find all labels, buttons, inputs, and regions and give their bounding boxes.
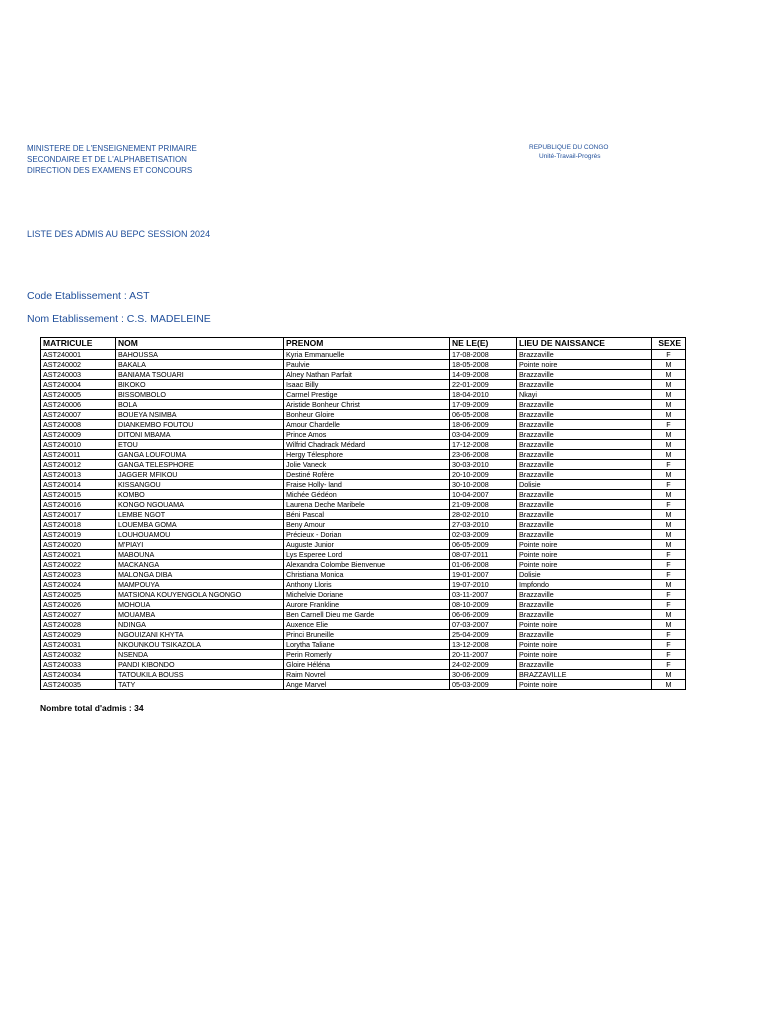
cell-nom: KONGO NGOUAMA [116,500,284,510]
cell-nom: MOHOUA [116,600,284,610]
cell-matricule: AST240027 [41,610,116,620]
list-title: LISTE DES ADMIS AU BEPC SESSION 2024 [27,229,211,239]
cell-matricule: AST240023 [41,570,116,580]
cell-nom: MAMPOUYA [116,580,284,590]
cell-matricule: AST240009 [41,430,116,440]
country-name: REPUBLIQUE DU CONGO [529,144,609,151]
cell-lieu-naissance: Pointe noire [517,360,652,370]
cell-sexe: M [652,610,686,620]
cell-date-naissance: 03-11-2007 [450,590,517,600]
cell-matricule: AST240001 [41,350,116,360]
cell-matricule: AST240020 [41,540,116,550]
cell-sexe: M [652,470,686,480]
cell-date-naissance: 28-02-2010 [450,510,517,520]
cell-lieu-naissance: Brazzaville [517,470,652,480]
ministry-header [27,144,197,177]
cell-matricule: AST240007 [41,410,116,420]
cell-sexe: F [652,560,686,570]
cell-date-naissance: 18-05-2008 [450,360,517,370]
table-row [41,590,686,600]
cell-date-naissance: 17-08-2008 [450,350,517,360]
cell-prenom: Ben Carnell Dieu me Garde [284,610,450,620]
code-etablissement: Code Etablissement : AST [27,290,150,302]
cell-date-naissance: 30-03-2010 [450,460,517,470]
cell-sexe: M [652,400,686,410]
cell-date-naissance: 08-07-2011 [450,550,517,560]
cell-prenom: Gloire Héléna [284,660,450,670]
cell-matricule: AST240013 [41,470,116,480]
table-row [41,550,686,560]
cell-nom: BISSOMBOLO [116,390,284,400]
cell-date-naissance: 19-07-2010 [450,580,517,590]
cell-lieu-naissance: Brazzaville [517,410,652,420]
cell-lieu-naissance: Pointe noire [517,560,652,570]
cell-lieu-naissance: Brazzaville [517,420,652,430]
cell-matricule: AST240006 [41,400,116,410]
direction-line: DIRECTION DES EXAMENS ET CONCOURS [27,166,193,175]
cell-nom: KOMBO [116,490,284,500]
cell-matricule: AST240029 [41,630,116,640]
cell-lieu-naissance: Brazzaville [517,660,652,670]
cell-sexe: M [652,410,686,420]
cell-sexe: F [652,420,686,430]
cell-lieu-naissance: Brazzaville [517,350,652,360]
cell-matricule: AST240014 [41,480,116,490]
cell-lieu-naissance: Pointe noire [517,550,652,560]
table-row [41,520,686,530]
cell-sexe: M [652,530,686,540]
cell-prenom: Alney Nathan Parfait [284,370,450,380]
cell-nom: MACKANGA [116,560,284,570]
cell-matricule: AST240033 [41,660,116,670]
cell-lieu-naissance: Brazzaville [517,520,652,530]
cell-nom: NGOUIZANI KHYTA [116,630,284,640]
cell-prenom: Beny Amour [284,520,450,530]
cell-lieu-naissance: Pointe noire [517,640,652,650]
cell-matricule: AST240019 [41,530,116,540]
cell-sexe: F [652,570,686,580]
header-sexe: SEXE [652,338,686,350]
cell-date-naissance: 08-10-2009 [450,600,517,610]
cell-matricule: AST240008 [41,420,116,430]
cell-sexe: F [652,350,686,360]
admis-table-wrapper [40,337,686,690]
cell-sexe: M [652,370,686,380]
cell-sexe: M [652,580,686,590]
cell-nom: JAGGER MFIKOU [116,470,284,480]
table-header-row [41,338,686,350]
cell-sexe: M [652,380,686,390]
cell-nom: NSENDA [116,650,284,660]
header-matricule: MATRICULE [41,338,116,350]
cell-date-naissance: 24-02-2009 [450,660,517,670]
cell-lieu-naissance: Brazzaville [517,440,652,450]
cell-lieu-naissance: Brazzaville [517,610,652,620]
cell-prenom: Auguste Junior [284,540,450,550]
cell-prenom: Lorytha Taliane [284,640,450,650]
cell-prenom: Précieux - Dorian [284,530,450,540]
cell-lieu-naissance: Brazzaville [517,500,652,510]
header-prenom: PRENOM [284,338,450,350]
cell-lieu-naissance: Brazzaville [517,630,652,640]
cell-date-naissance: 17-09-2009 [450,400,517,410]
table-row [41,610,686,620]
cell-prenom: Aurore Frankline [284,600,450,610]
table-row [41,400,686,410]
cell-sexe: F [652,500,686,510]
table-row [41,440,686,450]
table-row [41,410,686,420]
cell-matricule: AST240025 [41,590,116,600]
cell-date-naissance: 30-10-2008 [450,480,517,490]
cell-date-naissance: 03-04-2009 [450,430,517,440]
cell-matricule: AST240031 [41,640,116,650]
cell-sexe: F [652,640,686,650]
cell-sexe: M [652,680,686,690]
table-row [41,530,686,540]
republic-header [529,143,608,161]
cell-prenom: Lys Esperee Lord [284,550,450,560]
cell-date-naissance: 06-05-2008 [450,410,517,420]
cell-prenom: Michée Gédéon [284,490,450,500]
total-admis: Nombre total d'admis : 34 [40,703,144,713]
cell-lieu-naissance: Brazzaville [517,370,652,380]
table-row [41,360,686,370]
cell-prenom: Paulvie [284,360,450,370]
cell-prenom: Laurena Deche Maribele [284,500,450,510]
cell-matricule: AST240002 [41,360,116,370]
cell-date-naissance: 25-04-2009 [450,630,517,640]
cell-date-naissance: 14-09-2008 [450,370,517,380]
cell-matricule: AST240017 [41,510,116,520]
cell-sexe: F [652,660,686,670]
table-row [41,450,686,460]
cell-prenom: Anthony Lloris [284,580,450,590]
cell-lieu-naissance: BRAZZAVILLE [517,670,652,680]
cell-prenom: Amour Chardelle [284,420,450,430]
admis-table [40,337,686,690]
cell-lieu-naissance: Pointe noire [517,650,652,660]
cell-sexe: M [652,670,686,680]
cell-date-naissance: 05-03-2009 [450,680,517,690]
table-row [41,350,686,360]
cell-nom: ETOU [116,440,284,450]
cell-nom: GANGA TELESPHORE [116,460,284,470]
cell-lieu-naissance: Brazzaville [517,510,652,520]
cell-sexe: M [652,360,686,370]
table-row [41,660,686,670]
cell-matricule: AST240032 [41,650,116,660]
table-row [41,640,686,650]
table-row [41,540,686,550]
cell-date-naissance: 02-03-2009 [450,530,517,540]
table-row [41,670,686,680]
table-row [41,370,686,380]
cell-sexe: F [652,480,686,490]
cell-sexe: M [652,430,686,440]
cell-prenom: Hergy Télesphore [284,450,450,460]
cell-date-naissance: 18-04-2010 [450,390,517,400]
cell-lieu-naissance: Pointe noire [517,540,652,550]
table-row [41,460,686,470]
cell-nom: BANIAMA TSOUARI [116,370,284,380]
cell-date-naissance: 20-10-2009 [450,470,517,480]
cell-lieu-naissance: Brazzaville [517,600,652,610]
cell-prenom: Alexandra Colombe Bienvenue [284,560,450,570]
table-row [41,470,686,480]
cell-prenom: Destiné Rofère [284,470,450,480]
header-nom: NOM [116,338,284,350]
cell-sexe: F [652,550,686,560]
cell-prenom: Princi Bruneille [284,630,450,640]
cell-lieu-naissance: Impfondo [517,580,652,590]
cell-sexe: F [652,460,686,470]
cell-nom: LEMBE NGOT [116,510,284,520]
cell-matricule: AST240005 [41,390,116,400]
cell-prenom: Ange Marvel [284,680,450,690]
cell-nom: M'PIAYI [116,540,284,550]
cell-prenom: Kyria Emmanuelle [284,350,450,360]
cell-nom: BAKALA [116,360,284,370]
cell-nom: LOUHOUAMOU [116,530,284,540]
cell-sexe: M [652,540,686,550]
cell-sexe: M [652,450,686,460]
cell-date-naissance: 13-12-2008 [450,640,517,650]
cell-nom: DIANKEMBO FOUTOU [116,420,284,430]
cell-nom: NDINGA [116,620,284,630]
cell-lieu-naissance: Brazzaville [517,430,652,440]
table-row [41,420,686,430]
cell-prenom: Perin Romerly [284,650,450,660]
cell-prenom: Christiana Monica [284,570,450,580]
cell-prenom: Béni Pascal [284,510,450,520]
table-row [41,500,686,510]
cell-lieu-naissance: Dolisie [517,570,652,580]
cell-date-naissance: 06-05-2009 [450,540,517,550]
cell-sexe: F [652,650,686,660]
cell-nom: MOUAMBA [116,610,284,620]
nom-etablissement: Nom Etablissement : C.S. MADELEINE [27,313,211,325]
cell-matricule: AST240010 [41,440,116,450]
header-lieu-naissance: LIEU DE NAISSANCE [517,338,652,350]
cell-date-naissance: 22-01-2009 [450,380,517,390]
cell-lieu-naissance: Pointe noire [517,620,652,630]
cell-prenom: Prince Amos [284,430,450,440]
cell-nom: GANGA LOUFOUMA [116,450,284,460]
table-body [41,350,686,690]
cell-nom: NKOUNKOU TSIKAZOLA [116,640,284,650]
cell-lieu-naissance: Nkayi [517,390,652,400]
cell-nom: PANDI KIBONDO [116,660,284,670]
cell-prenom: Carmel Prestige [284,390,450,400]
cell-prenom: Bonheur Gloire [284,410,450,420]
cell-matricule: AST240004 [41,380,116,390]
cell-nom: BOUEYA NSIMBA [116,410,284,420]
table-row [41,490,686,500]
cell-matricule: AST240028 [41,620,116,630]
cell-nom: TATOUKILA BOUSS [116,670,284,680]
cell-nom: BIKOKO [116,380,284,390]
cell-matricule: AST240024 [41,580,116,590]
cell-nom: BOLA [116,400,284,410]
cell-prenom: Raim Novrel [284,670,450,680]
cell-matricule: AST240015 [41,490,116,500]
cell-date-naissance: 20-11-2007 [450,650,517,660]
cell-date-naissance: 27-03-2010 [450,520,517,530]
cell-lieu-naissance: Brazzaville [517,380,652,390]
cell-date-naissance: 30-06-2009 [450,670,517,680]
cell-matricule: AST240026 [41,600,116,610]
table-row [41,600,686,610]
cell-date-naissance: 06-06-2009 [450,610,517,620]
cell-date-naissance: 18-06-2009 [450,420,517,430]
cell-prenom: Auxence Elie [284,620,450,630]
cell-nom: KISSANGOU [116,480,284,490]
cell-lieu-naissance: Dolisie [517,480,652,490]
cell-lieu-naissance: Brazzaville [517,490,652,500]
cell-date-naissance: 07-03-2007 [450,620,517,630]
cell-lieu-naissance: Brazzaville [517,590,652,600]
cell-sexe: M [652,510,686,520]
cell-lieu-naissance: Brazzaville [517,530,652,540]
cell-prenom: Jolie Vaneck [284,460,450,470]
cell-date-naissance: 21-09-2008 [450,500,517,510]
cell-date-naissance: 10-04-2007 [450,490,517,500]
cell-prenom: Fraise Holly- land [284,480,450,490]
cell-nom: MALONGA DIBA [116,570,284,580]
cell-matricule: AST240021 [41,550,116,560]
cell-matricule: AST240034 [41,670,116,680]
cell-lieu-naissance: Brazzaville [517,400,652,410]
table-row [41,480,686,490]
cell-sexe: M [652,390,686,400]
cell-matricule: AST240011 [41,450,116,460]
table-row [41,380,686,390]
ministry-line-1: MINISTERE DE L'ENSEIGNEMENT PRIMAIRE [27,144,197,153]
table-row [41,510,686,520]
cell-matricule: AST240018 [41,520,116,530]
cell-date-naissance: 23-06-2008 [450,450,517,460]
cell-matricule: AST240003 [41,370,116,380]
cell-sexe: F [652,600,686,610]
cell-lieu-naissance: Pointe noire [517,680,652,690]
cell-date-naissance: 01-06-2008 [450,560,517,570]
table-row [41,430,686,440]
cell-sexe: M [652,490,686,500]
cell-nom: MATSIONA KOUYENGOLA NGONGO [116,590,284,600]
cell-nom: TATY [116,680,284,690]
cell-sexe: F [652,590,686,600]
cell-prenom: Michelvie Doriane [284,590,450,600]
cell-matricule: AST240016 [41,500,116,510]
table-row [41,680,686,690]
cell-nom: LOUEMBA GOMA [116,520,284,530]
table-row [41,390,686,400]
cell-prenom: Aristide Bonheur Christ [284,400,450,410]
cell-prenom: Isaac Billy [284,380,450,390]
cell-sexe: M [652,520,686,530]
table-row [41,630,686,640]
cell-date-naissance: 17-12-2008 [450,440,517,450]
table-row [41,580,686,590]
ministry-line-2: SECONDAIRE ET DE L'ALPHABETISATION [27,154,187,164]
cell-lieu-naissance: Brazzaville [517,460,652,470]
cell-matricule: AST240022 [41,560,116,570]
cell-matricule: AST240035 [41,680,116,690]
table-row [41,570,686,580]
table-row [41,560,686,570]
header-date-naissance: NE LE(E) [450,338,517,350]
cell-nom: BAHOUSSA [116,350,284,360]
cell-sexe: M [652,620,686,630]
country-motto: Unité-Travail-Progrès [539,153,601,160]
table-row [41,650,686,660]
table-row [41,620,686,630]
cell-lieu-naissance: Brazzaville [517,450,652,460]
cell-sexe: F [652,630,686,640]
cell-date-naissance: 19-01-2007 [450,570,517,580]
cell-prenom: Wilfrid Chadrack Médard [284,440,450,450]
cell-matricule: AST240012 [41,460,116,470]
cell-nom: DITONI MBAMA [116,430,284,440]
cell-sexe: M [652,440,686,450]
cell-nom: MABOUNA [116,550,284,560]
